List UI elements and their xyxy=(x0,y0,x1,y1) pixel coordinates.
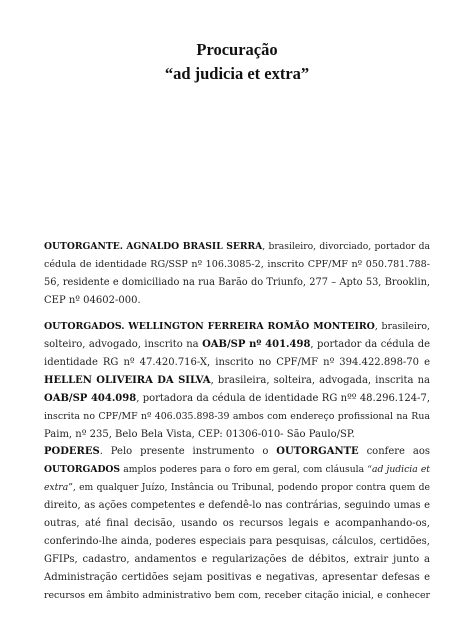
outorgados-paragraph xyxy=(44,318,430,444)
document-subtitle: “ad judicia et extra” xyxy=(164,64,310,83)
paragraph-line xyxy=(44,443,430,461)
paragraph-line: 56, residente e domiciliado na rua Barão do Triunfo, 277 – Apto 53, Brooklin, xyxy=(44,277,430,288)
paragraph-line: recursos em âmbito administrativo bem com, receber citação inicial, e conhecer xyxy=(44,590,430,601)
paragraph-line: inscrita no CPF/MF nº 406.035.898-39 ambos com endereço profissional na Rua xyxy=(44,411,430,422)
paragraph-line xyxy=(44,238,430,256)
outorgante-paragraph xyxy=(44,238,430,310)
text-run: , brasileira, solteira, advogada, inscrita na xyxy=(210,375,431,386)
paragraph-line: identidade RG nº 47.420.716-X, inscrito no CPF/MF nº 394.422.898-70 e xyxy=(44,357,430,368)
paragraph-line: cédula de identidade RG/SSP nº 106.3085-2, inscrito CPF/MF nº 050.781.788- xyxy=(44,259,430,270)
text-run: solteiro, advogado, inscrito na xyxy=(44,339,203,350)
oab-number: OAB/SP nº 401.498 xyxy=(202,339,311,350)
paragraph-line: Paim, nº 235, Belo Bela Vista, CEP: 01306-010- São Paulo/SP. xyxy=(44,429,355,440)
paragraph-line xyxy=(44,336,430,354)
oab-number: OAB/SP 404.098 xyxy=(44,393,137,404)
paragraph-line: outras, até final decisão, usando os recursos legais e acompanhando-os, xyxy=(44,518,430,529)
outorgado-name: WELLINGTON FERREIRA ROMÃO MONTEIRO xyxy=(128,321,375,332)
text-run: ”, em qualquer Juízo, Instância ou Tribunal, podendo propor contra quem de xyxy=(68,482,430,493)
outorgado-name: HELLEN OLIVEIRA DA SILVA xyxy=(44,375,211,386)
poderes-label: PODERES xyxy=(44,446,100,457)
poderes-paragraph xyxy=(44,443,430,605)
paragraph-line xyxy=(44,461,430,479)
paragraph-line: direito, as ações competentes e defendê-lo nas contrárias, seguindo umas e xyxy=(44,500,430,511)
paragraph-line xyxy=(44,372,430,390)
paragraph-line: GFIPs, cadastro, andamentos e regularizações de débitos, extrair junto a xyxy=(44,554,430,565)
text-run: . Pelo presente instrumento o xyxy=(99,446,277,457)
text-run: , brasileiro, divorciado, portador da xyxy=(262,241,430,252)
italic-text: ad judicia et xyxy=(371,464,430,475)
paragraph-line xyxy=(44,318,430,336)
paragraph-line xyxy=(44,479,430,497)
text-run: amplos poderes para o foro em geral, com cláusula “ xyxy=(120,464,372,475)
paragraph-line xyxy=(44,390,430,408)
italic-text: extra xyxy=(44,482,69,493)
text-run: , portador da cédula de xyxy=(310,339,431,350)
text-run: confere aos xyxy=(358,446,430,457)
paragraph-line: Administração certidões sejam positivas e negativas, apresentar defesas e xyxy=(44,572,430,583)
outorgados-label: OUTORGADOS. xyxy=(44,321,125,332)
outorgante-ref: OUTORGANTE xyxy=(276,446,359,457)
outorgados-ref: OUTORGADOS xyxy=(44,464,121,475)
outorgante-name: AGNALDO BRASIL SERRA xyxy=(126,241,263,252)
document-title: Procuração xyxy=(196,40,278,59)
paragraph-line: CEP nº 04602-000. xyxy=(44,295,141,306)
outorgante-label: OUTORGANTE. xyxy=(44,241,123,252)
text-run: , brasileiro, xyxy=(374,321,430,332)
paragraph-line: conferindo-lhe ainda, poderes especiais para pesquisas, cálculos, certidões, xyxy=(44,536,430,547)
text-run: , portadora da cédula de identidade RG nºº 48.296.124-7, xyxy=(136,393,430,404)
